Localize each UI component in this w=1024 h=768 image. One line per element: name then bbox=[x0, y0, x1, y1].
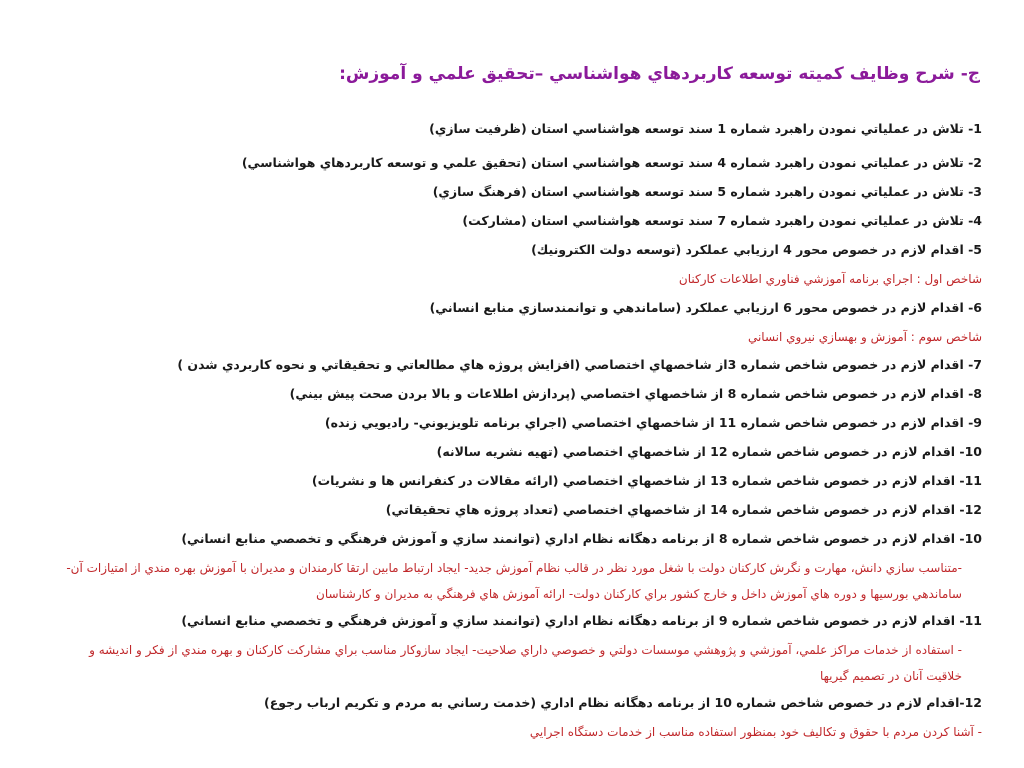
indicator-note: شاخص سوم : آموزش و بهسازي نيروي انساني bbox=[747, 330, 982, 344]
list-item: 7- اقدام لازم در خصوص شاخص شماره 3از شاخصهاي اختصاصي (افزايش پروژه هاي مطالعاتي و تحقيقاتي و نحوه كاربردي شدن ) bbox=[177, 357, 982, 372]
indicator-note: -متناسب سازي دانش، مهارت و نگرش كاركنان دولت با شغل مورد نظر در قالب نظام آموزش جديد- ايجاد ارتباط مابين ارتقا كارمندان و مديران با آموزش بهره مندي از امتيازات آن- ساماندهي بورسيها و دوره هاي آموزش داخل و خارج كشور براي كاركنان دولت- ارائه آموزش هاي فرهنگي به مديران و كارشناسان bbox=[66, 561, 962, 601]
section-title: ج- شرح وظايف كميته توسعه كاربردهاي هواشناسي –تحقيق علمي و آموزش: bbox=[339, 64, 980, 84]
indicator-note: شاخص اول : اجراي برنامه آموزشي فناوري اطلاعات كاركنان bbox=[678, 272, 982, 286]
list-item: 9- اقدام لازم در خصوص شاخص شماره 11 از شاخصهاي اختصاصي (اجراي برنامه تلويزيوني- راديويي زنده) bbox=[324, 415, 982, 430]
list-item: 11- اقدام لازم در خصوص شاخص شماره 13 از شاخصهاي اختصاصي (ارائه مقالات در كنفرانس ها و نشريات) bbox=[311, 473, 982, 488]
list-item: 12- اقدام لازم در خصوص شاخص شماره 14 از شاخصهاي اختصاصي (تعداد پروژه هاي تحقيقاتي) bbox=[385, 502, 982, 517]
list-item: 6- اقدام لازم در خصوص محور 6 ارزيابي عملكرد (ساماندهي و توانمندسازي منابع انساني) bbox=[429, 300, 982, 315]
indicator-note: - استفاده از خدمات مراكز علمي، آموزشي و پژوهشي موسسات دولتي و خصوصي داراي صلاحيت- ايجاد سازوكار مناسب براي مشاركت كاركنان و بهره مندي از فكر و انديشه و خلاقيت آنان در تصميم گيريها bbox=[89, 643, 962, 683]
list-item: 3- تلاش در عملياتي نمودن راهبرد شماره 5 سند توسعه هواشناسي استان (فرهنگ سازي) bbox=[432, 184, 982, 199]
list-item: 11- اقدام لازم در خصوص شاخص شماره 9 از برنامه دهگانه نظام اداري (توانمند سازي و آموزش فرهنگي و تخصصي منابع انساني) bbox=[181, 613, 982, 628]
list-item: 1- تلاش در عملياتي نمودن راهبرد شماره 1 سند توسعه هواشناسي استان (ظرفيت سازي) bbox=[429, 121, 982, 136]
list-item: 4- تلاش در عملياتي نمودن راهبرد شماره 7 سند توسعه هواشناسي استان (مشاركت) bbox=[462, 213, 982, 228]
list-item: 5- اقدام لازم در خصوص محور 4 ارزيابي عملكرد (توسعه دولت الكترونيك) bbox=[531, 242, 982, 257]
indicator-note: - آشنا كردن مردم با حقوق و تكاليف خود بمنظور استفاده مناسب از خدمات دستگاه اجرايي bbox=[529, 725, 982, 739]
list-item: 10- اقدام لازم در خصوص شاخص شماره 12 از شاخصهاي اختصاصي (تهيه نشريه سالانه) bbox=[436, 444, 982, 459]
list-item: 12-اقدام لازم در خصوص شاخص شماره 10 از برنامه دهگانه نظام اداري (خدمت رساني به مردم و تكريم ارباب رجوع) bbox=[264, 695, 982, 710]
list-item: 8- اقدام لازم در خصوص شاخص شماره 8 از شاخصهاي اختصاصي (پردازش اطلاعات و بالا بردن صحت پيش بيني) bbox=[289, 386, 982, 401]
list-item: 2- تلاش در عملياتي نمودن راهبرد شماره 4 سند توسعه هواشناسي استان (تحقيق علمي و توسعه كاربردهاي هواشناسي) bbox=[241, 155, 982, 170]
list-item: 10- اقدام لازم در خصوص شاخص شماره 8 از برنامه دهگانه نظام اداري (توانمند سازي و آموزش فرهنگي و تخصصي منابع انساني) bbox=[181, 531, 982, 546]
